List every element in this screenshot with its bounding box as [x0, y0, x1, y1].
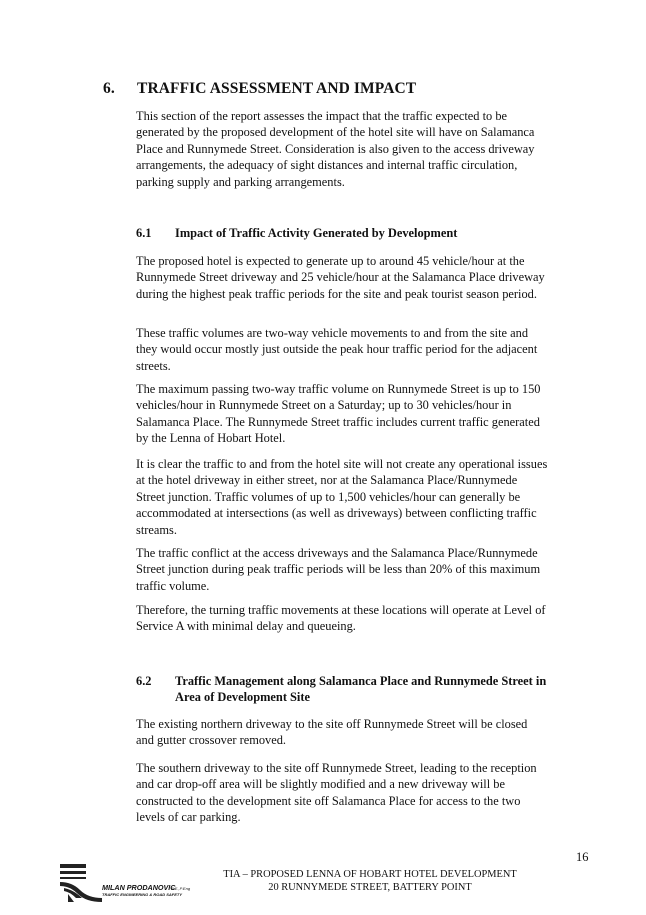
- paragraph: The southern driveway to the site off Runnymede Street, leading to the reception and car drop-off area will be slightly modified and a new driveway will be constructed to the development site off Salamanca Place for access to the two levels of car parking.: [136, 761, 537, 825]
- subsection-heading-6-2: [136, 673, 556, 706]
- footer-line: TIA – PROPOSED LENNA OF HOBART HOTEL DEVELOPMENT: [223, 869, 517, 880]
- subsection-heading-6-1: [136, 225, 556, 241]
- road-logo-icon: [58, 860, 208, 908]
- paragraph: The existing northern driveway to the site off Runnymede Street will be closed and gutter crossover removed.: [136, 717, 528, 748]
- paragraph: Therefore, the turning traffic movements at these locations will operate at Level of Service A with minimal delay and queueing.: [136, 603, 546, 634]
- paragraph: The maximum passing two-way traffic volume on Runnymede Street is up to 150 vehicles/hour in Runnymede Street on a Saturday; up to 30 vehicles/hour in Salamanca Place. The Runnymede Street traffic includes current traffic generated by the Lenna of Hobart Hotel.: [136, 382, 541, 446]
- section-intro: This section of the report assesses the impact that the traffic expected to be generated by the proposed development of the hotel site will have on Salamanca Place and Runnymede Street. Consideration is also given to the access driveway arrangements, the adequacy of sight distances and internal traffic circulation, parking supply and parking arrangements.: [136, 109, 535, 189]
- paragraph: The traffic conflict at the access driveways and the Salamanca Place/Runnymede Street junction during peak traffic periods will be less than 20% of this maximum traffic volume.: [136, 546, 541, 593]
- section-title: TRAFFIC ASSESSMENT AND IMPACT: [137, 80, 417, 97]
- page-number: 16: [576, 850, 589, 864]
- footer-line: 20 RUNNYMEDE STREET, BATTERY POINT: [268, 882, 472, 893]
- page-footer: [200, 868, 540, 894]
- paragraph: These traffic volumes are two-way vehicle movements to and from the site and they would occur mostly just outside the peak hour traffic period for the adjacent streets.: [136, 326, 538, 373]
- section-heading: [103, 80, 416, 98]
- logo-tagline: TRAFFIC ENGINEERING & ROAD SAFETY: [102, 892, 183, 897]
- subsection-number: 6.1: [136, 226, 152, 240]
- logo-name: MILAN PRODANOVIC: [102, 883, 176, 892]
- paragraph: It is clear the traffic to and from the hotel site will not create any operational issues at the hotel driveway in either street, nor at the Salamanca Place/Runnymede Street junction. Traffic volumes of up to 1,500 vehicles/hour can generally be accommodated at intersections (as well as driveways) between conflicting traffic streams.: [136, 457, 548, 537]
- company-logo: [58, 860, 208, 908]
- subsection-number: 6.2: [136, 674, 152, 688]
- subsection-title: Traffic Management along Salamanca Place and Runnymede Street in Area of Development Site: [175, 674, 547, 705]
- logo-credentials: B.E.,P.Eng: [171, 886, 191, 891]
- subsection-title: Impact of Traffic Activity Generated by Development: [175, 226, 458, 240]
- paragraph: The proposed hotel is expected to generate up to around 45 vehicle/hour at the Runnymede Street driveway and 25 vehicle/hour at the Salamanca Place driveway during the highest peak traffic periods for the site and peak tourist season period.: [136, 254, 545, 301]
- section-number: 6.: [103, 80, 115, 97]
